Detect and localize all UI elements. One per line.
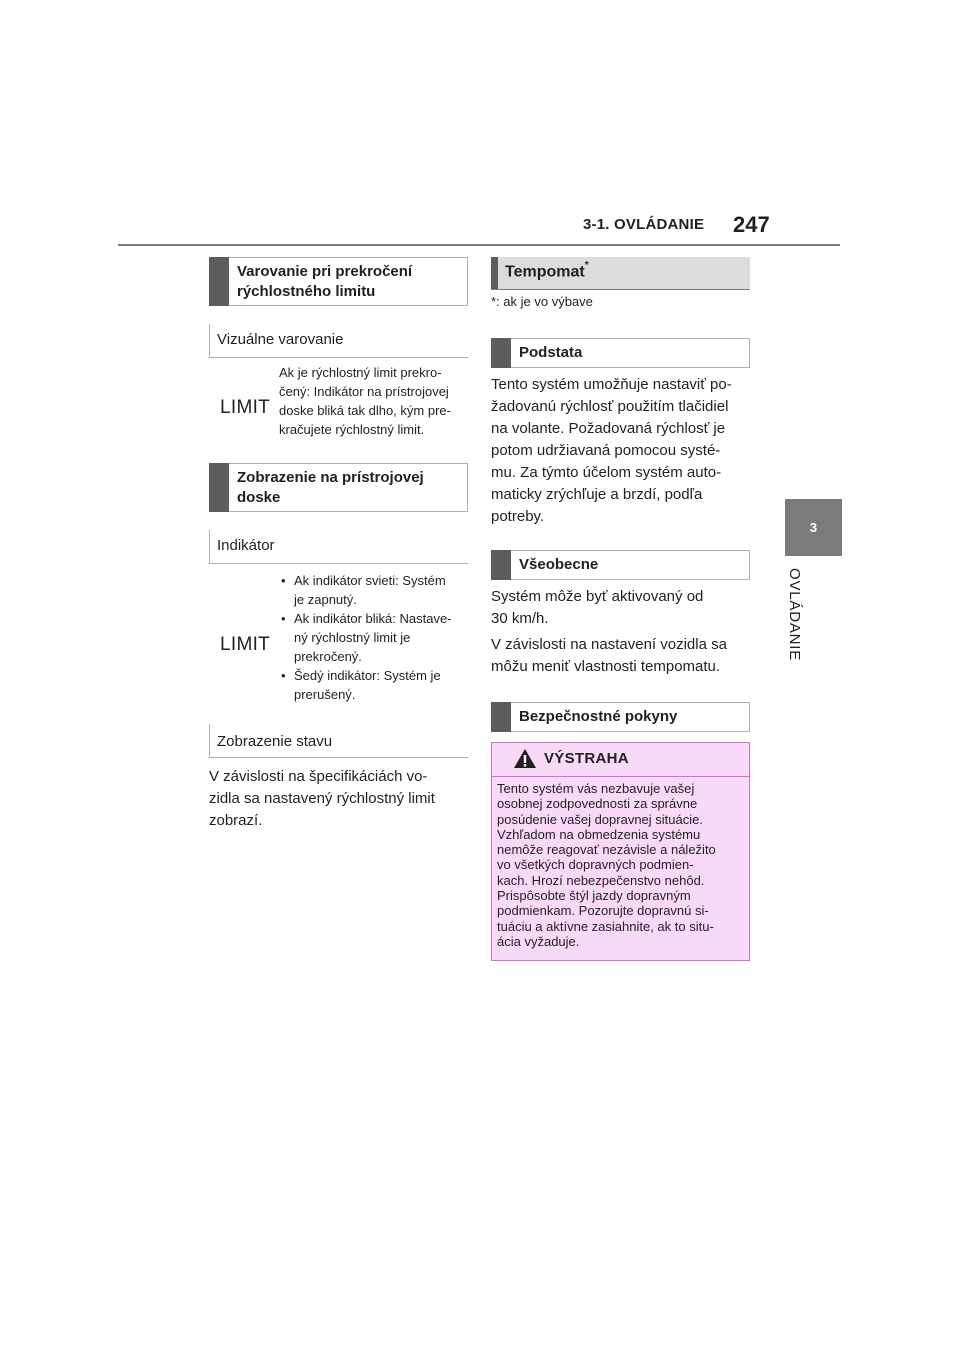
row-status-display <box>209 724 468 758</box>
row-indicator <box>209 530 468 564</box>
section-title: 3-1. OVLÁDANIE <box>583 216 705 233</box>
row-visual-warning <box>209 324 468 358</box>
warning-title: VÝSTRAHA <box>544 750 629 767</box>
section-title-text: Podstata <box>519 344 583 361</box>
limit-indicator-1: LIMIT <box>220 397 271 418</box>
section-bar <box>491 550 511 580</box>
section-header-vseobecne <box>491 550 750 580</box>
limit-indicator-2: LIMIT <box>220 634 271 655</box>
section-title-text: Zobrazenie na prístrojovej doske <box>237 469 424 506</box>
indicator-states <box>281 571 471 704</box>
section-header-safety <box>491 702 750 732</box>
warning-box <box>491 742 750 961</box>
section-bar <box>209 257 229 306</box>
section-bar <box>491 257 498 289</box>
podstata-paragraph: Tento systém umožňuje nastaviť po- žadovanú rýchlosť použitím tlačidiel na volante. Požadovaná rýchlosť je potom udržiavaná pomocou systé- mu. Za týmto účelom systém auto- maticky zrýchľuje a brzdí, podľa potreby. <box>491 376 732 525</box>
vseobecne-paragraph-1: Systém môže byť aktivovaný od 30 km/h. <box>491 588 704 627</box>
header-rule <box>118 244 840 246</box>
warning-header <box>492 743 749 777</box>
section-title-text: Varovanie pri prekročení rýchlostného limitu <box>237 263 413 300</box>
limit-description: Ak je rýchlostný limit prekro- čený: Indikátor na prístrojovej doske bliká tak dlho, kým pre- kračujete rýchlostný limit. <box>279 365 451 437</box>
warning-text: Tento systém vás nezbavuje vašej osobnej zodpovednosti za správne posúdenie vašej dopravnej situácie. Vzhľadom na obmedzenia systému nemôže reagovať nezávisle a náležito vo všetkých dopravných podmien- kach. Hrozí nebezpečenstvo nehôd. Prispôsobte štýl jazdy dopravným podmienkam. Pozorujte dopravnú si- tuáciu a aktívne zasiahnite, ak to situ- ácia vyžaduje. <box>497 781 716 949</box>
section-title-text: Tempomat* <box>505 260 589 281</box>
chapter-label <box>774 568 814 668</box>
list-item: • Šedý indikátor: Systém je prerušený. <box>281 666 471 704</box>
list-item: • Ak indikátor bliká: Nastave- ný rýchlostný limit je prekročený. <box>281 609 471 666</box>
section-bar <box>209 463 229 512</box>
list-item: • Ak indikátor svieti: Systém je zapnutý. <box>281 571 471 609</box>
section-title-text: Bezpečnostné pokyny <box>519 708 678 725</box>
section-bar <box>491 338 511 368</box>
chapter-number: 3 <box>809 520 818 535</box>
section-title-text: Všeobecne <box>519 556 599 573</box>
chapter-label-text: OVLÁDANIE <box>786 568 803 662</box>
vseobecne-paragraph-2: V závislosti na nastavení vozidla sa môžu meniť vlastnosti tempomatu. <box>491 636 727 675</box>
footnote: *: ak je vo výbave <box>491 294 593 309</box>
section-bar <box>491 702 511 732</box>
section-header-tempomat <box>491 257 750 290</box>
page-number: 247 <box>733 212 770 237</box>
row-label: Zobrazenie stavu <box>217 733 333 750</box>
section-header-podstata <box>491 338 750 368</box>
warning-triangle-icon <box>513 748 537 769</box>
row-label: Vizuálne varovanie <box>217 331 344 348</box>
section-header-speed-limit-warning <box>209 257 468 306</box>
section-header-instrument-display <box>209 463 468 512</box>
row-label: Indikátor <box>217 537 275 554</box>
status-paragraph: V závislosti na špecifikáciách vo- zidla sa nastavený rýchlostný limit zobrazí. <box>209 768 435 829</box>
chapter-tab <box>785 499 842 556</box>
